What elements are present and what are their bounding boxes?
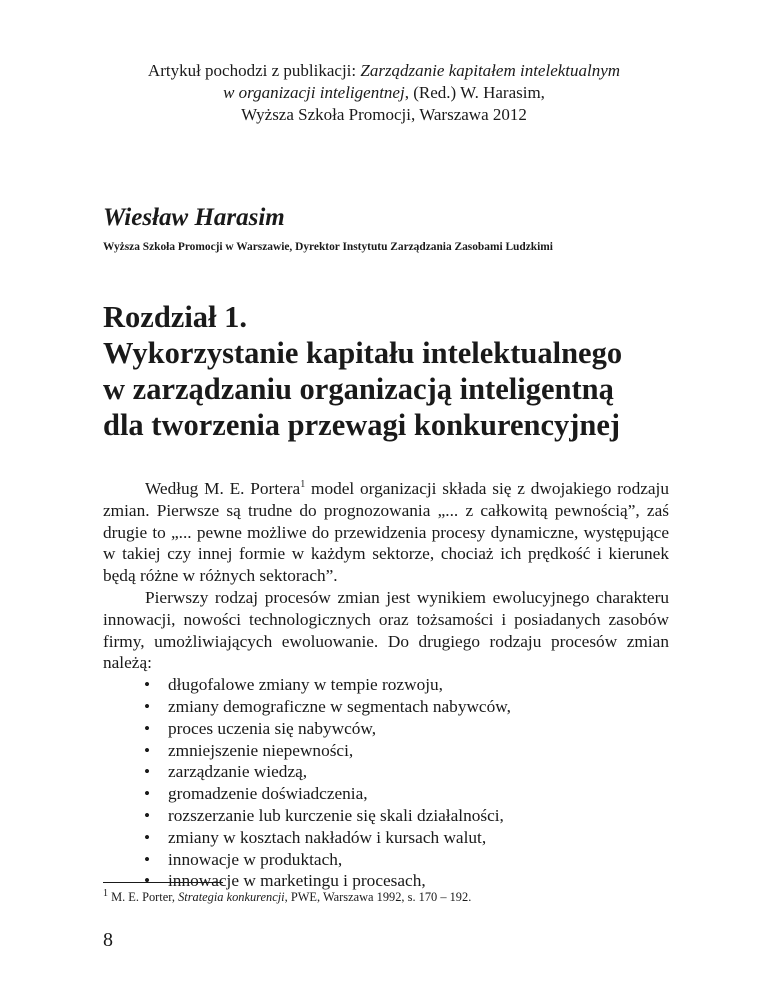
chapter-title-line: Rozdział 1. (103, 300, 248, 334)
bullet-icon: • (144, 871, 151, 891)
footnote-number: 1 (103, 887, 108, 899)
list-item: • rozszerzanie lub kurczenie się skali działalności, (144, 805, 504, 825)
list-item: • długofalowe zmiany w tempie rozwoju, (144, 675, 443, 695)
list-item: • gromadzenie doświadczenia, (144, 784, 368, 804)
author-name: Wiesław Harasim (103, 204, 285, 231)
footnote-book-title: Strategia konkurencji (178, 890, 285, 904)
list-item: • zmniejszenie niepewności, (144, 740, 354, 760)
footnote-divider (103, 882, 223, 883)
bullet-icon: • (144, 696, 151, 716)
change-process-list (103, 674, 669, 892)
list-item: • innowacje w produktach, (144, 849, 343, 869)
author-affiliation: Wyższa Szkoła Promocji w Warszawie, Dyrektor Instytutu Zarządzania Zasobami Ludzkimi (103, 241, 553, 253)
chapter-title (103, 299, 622, 443)
bullet-icon: • (144, 718, 151, 738)
chapter-title-line: w zarządzaniu organizacją inteligentną (103, 372, 614, 406)
bullet-icon: • (144, 805, 151, 825)
list-item: • innowacje w marketingu i procesach, (144, 871, 426, 891)
bullet-icon: • (144, 849, 151, 869)
footnote-reference[interactable]: 1 (300, 479, 306, 491)
publication-title-part-2: w organizacji inteligentnej (223, 83, 405, 102)
paragraph-2: Pierwszy rodzaj procesów zmian jest wynikiem ewolucyjnego charakteru innowacji, nowości technologicznych oraz tożsamości i posiadanych zasobów firmy, umożliwiających ewoluowanie. Do drugiego rodzaju procesów zmian należą: (103, 587, 669, 673)
chapter-title-line: dla tworzenia przewagi konkurencyjnej (103, 408, 621, 442)
publication-note-line-2: w organizacji inteligentnej, (Red.) W. Harasim, (223, 83, 545, 102)
bullet-icon: • (144, 675, 151, 695)
page-number: 8 (103, 929, 113, 951)
bullet-icon: • (144, 762, 151, 782)
paragraph-1: Według M. E. Portera$^1$ model organizacji składa się z dwojakiego rodzaju zmian. Pierwsze są trudne do prognozowania „... z całkowitą pewnością”, zaś drugie to „... pewne możliwe do przewidzenia procesy dynamiczne, występujące w takiej czy innej formie w każdym sektorze, chociaż ich prędkość i kierunek będą różne w różnych sektorach”. (103, 479, 669, 586)
publication-title-part-1: Zarządzanie kapitałem intelektualnym (360, 61, 621, 80)
list-item: • zmiany w kosztach nakładów i kursach walut, (144, 827, 487, 847)
footnote: $^1$ M. E. Porter, Strategia konkurencji, PWE, Warszawa 1992, s. 170 – 192. (103, 887, 472, 904)
bullet-icon: • (144, 827, 151, 847)
publication-note-line-3: Wyższa Szkoła Promocji, Warszawa 2012 (241, 105, 527, 124)
publication-note (0, 60, 768, 126)
chapter-title-line: Wykorzystanie kapitału intelektualnego (103, 336, 623, 370)
list-item: • zmiany demograficzne w segmentach nabywców, (144, 696, 511, 716)
bullet-icon: • (144, 740, 151, 760)
body-text (103, 478, 669, 892)
publication-note-line-1: Artykuł pochodzi z publikacji: Zarządzanie kapitałem intelektualnym (147, 61, 621, 80)
bullet-icon: • (144, 784, 151, 804)
list-item: • zarządzanie wiedzą, (144, 762, 308, 782)
list-item: • proces uczenia się nabywców, (144, 718, 377, 738)
